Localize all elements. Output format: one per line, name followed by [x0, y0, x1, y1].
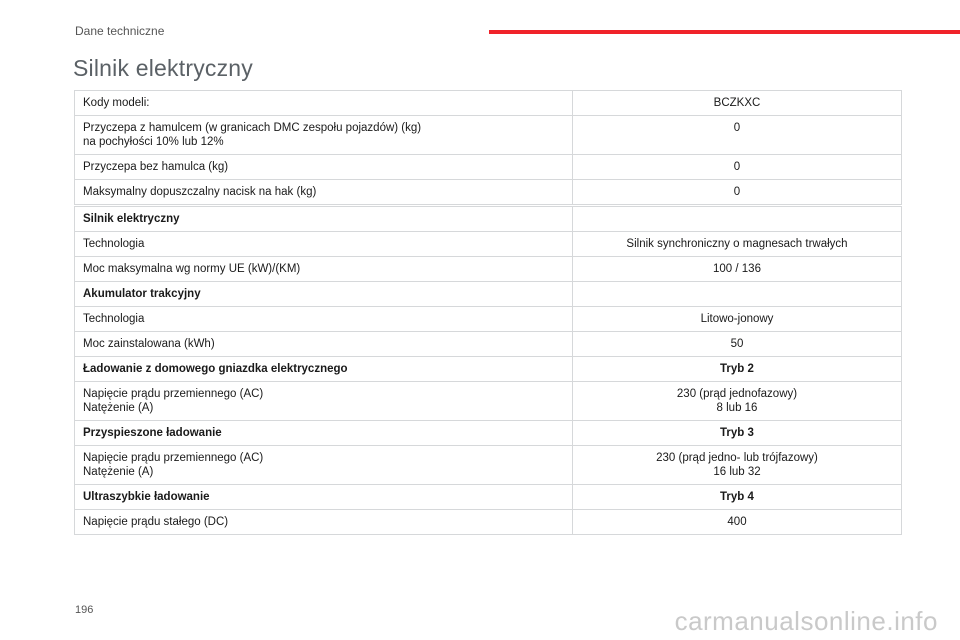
page-number: 196 [75, 604, 94, 616]
section-header: Dane techniczne [75, 24, 165, 38]
spec-label: Technologia [75, 307, 573, 332]
table-row [75, 446, 902, 485]
header-accent-bar [489, 30, 960, 34]
spec-value: 230 (prąd jedno- lub trójfazowy) 16 lub 32 [573, 446, 902, 485]
spec-value: Litowo-jonowy [573, 307, 902, 332]
spec-label: Ultraszybkie ładowanie [75, 485, 573, 510]
spec-value: Silnik synchroniczny o magnesach trwałych [573, 232, 902, 257]
table-row [75, 91, 902, 116]
table-row [75, 382, 902, 421]
table-row [75, 307, 902, 332]
table-row [75, 332, 902, 357]
spec-value: Tryb 2 [573, 357, 902, 382]
spec-label: Ładowanie z domowego gniazdka elektrycznego [75, 357, 573, 382]
spec-label: Akumulator trakcyjny [75, 282, 573, 307]
table-row [75, 282, 902, 307]
spec-label: Przyczepa z hamulcem (w granicach DMC zespołu pojazdów) (kg) na pochyłości 10% lub 12% [75, 116, 573, 155]
spec-value: 0 [573, 116, 902, 155]
spec-label: Silnik elektryczny [75, 207, 573, 232]
table-row [75, 421, 902, 446]
spec-label: Napięcie prądu przemiennego (AC) Natężenie (A) [75, 446, 573, 485]
spec-value: BCZKXC [573, 91, 902, 116]
electric-motor-spec-table [74, 206, 902, 535]
spec-label: Napięcie prądu stałego (DC) [75, 510, 573, 535]
table-row [75, 207, 902, 232]
table-row [75, 510, 902, 535]
spec-value: 0 [573, 155, 902, 180]
table-row [75, 257, 902, 282]
spec-label: Napięcie prądu przemiennego (AC) Natężenie (A) [75, 382, 573, 421]
spec-label: Przyczepa bez hamulca (kg) [75, 155, 573, 180]
spec-value: 50 [573, 332, 902, 357]
table-row [75, 116, 902, 155]
page-title: Silnik elektryczny [73, 55, 253, 81]
spec-value: 400 [573, 510, 902, 535]
spec-value [573, 282, 902, 307]
spec-value: 0 [573, 180, 902, 205]
towing-spec-table [74, 90, 902, 205]
spec-value: Tryb 4 [573, 485, 902, 510]
spec-label: Moc zainstalowana (kWh) [75, 332, 573, 357]
spec-label: Przyspieszone ładowanie [75, 421, 573, 446]
watermark: carmanualsonline.info [674, 606, 938, 636]
table-row [75, 357, 902, 382]
spec-value [573, 207, 902, 232]
table-row [75, 485, 902, 510]
spec-value: 230 (prąd jednofazowy) 8 lub 16 [573, 382, 902, 421]
spec-value: 100 / 136 [573, 257, 902, 282]
spec-label: Moc maksymalna wg normy UE (kW)/(KM) [75, 257, 573, 282]
table-row [75, 180, 902, 205]
table-row [75, 155, 902, 180]
spec-label: Kody modeli: [75, 91, 573, 116]
spec-value: Tryb 3 [573, 421, 902, 446]
spec-label: Maksymalny dopuszczalny nacisk na hak (kg) [75, 180, 573, 205]
spec-label: Technologia [75, 232, 573, 257]
table-row [75, 232, 902, 257]
